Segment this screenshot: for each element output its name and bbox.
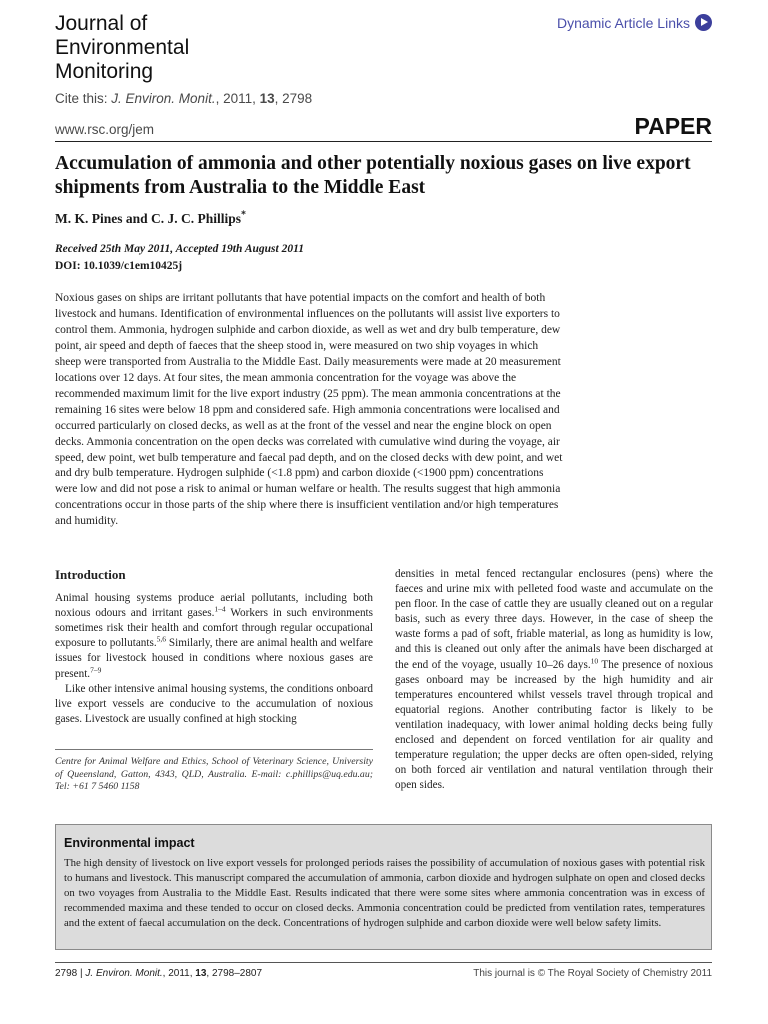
intro-paragraph-2-continued	[395, 567, 713, 793]
header-divider	[55, 141, 712, 142]
cite-prefix: Cite this:	[55, 91, 112, 106]
journal-title-line-2: Environmental	[55, 36, 190, 59]
journal-title	[55, 12, 189, 84]
cite-journal: J. Environ. Monit.	[111, 91, 216, 106]
journal-title-line-1: Journal of	[55, 12, 148, 35]
journal-title-line-3: Monitoring	[55, 60, 154, 83]
reference-link[interactable]: 10	[590, 655, 599, 665]
article-title: Accumulation of ammonia and other potentially noxious gases on live export shipments from Australia to the Middle East	[55, 153, 691, 198]
doi-link[interactable]: DOI: 10.1039/c1em10425j	[55, 260, 183, 272]
footer-page-number: 2798	[55, 968, 78, 979]
footer-copyright: This journal is © The Royal Society of Chemistry 2011	[473, 968, 712, 979]
environmental-impact-text: The high density of livestock on live export vessels for prolonged periods raises the possibility of accumulation of noxious gases with potential risk to humans and livestock. This manuscript compared the accumulation of ammonia, carbon dioxide and hydrogen sulphate on open and closed decks on two voyages from Australia to the Middle East. Results indicated that there were some sites where ammonia concentration was in excess of recommended maxima and these tended to occur on closed decks. Ammonia concentration could be predicted from ventilation rates, temperatures and the extent of faecal accumulation on the deck. Concentrations of hydrogen sulphide and carbon dioxide were well below safety limits.	[64, 857, 705, 930]
intro-p1-part-a: Animal housing systems produce aerial pollutants, including both noxious odours and irritant gases.	[55, 592, 373, 620]
footer-separator: |	[77, 968, 86, 979]
intro-right-part-b: The presence of noxious gases onboard may be increased by the high humidity and air temperatures encountered whilst vessels travel through tropical and equatorial regions. Another contributing factor is likely to be ventilation inadequacy, with lower animal holding decks being fully enclosed and dependent on forced ventilation for air quality and temperature regulation; the upper decks are often open-sided, relying on both forced air ventilation and natural ventilation through their open sides.	[395, 658, 714, 792]
abstract	[55, 291, 565, 530]
affiliation-footnote: Centre for Animal Welfare and Ethics, School of Veterinary Science, University of Queensland, Gatton, 4343, QLD, Australia. E-mail: c.phillips@uq.edu.au; Tel: +61 7 5460 1158	[55, 749, 373, 794]
reference-link[interactable]: 7–9	[90, 664, 102, 674]
authors-text: M. K. Pines and C. J. C. Phillips	[55, 211, 242, 226]
environmental-impact-box	[55, 824, 712, 950]
column-left	[55, 567, 373, 727]
cite-page: , 2798	[274, 91, 313, 106]
intro-paragraph-1	[55, 591, 373, 682]
footer-citation	[55, 968, 262, 979]
corresponding-author-mark[interactable]: *	[241, 209, 247, 221]
dynamic-article-links-link[interactable]	[557, 14, 712, 31]
journal-url-link[interactable]: www.rsc.org/jem	[55, 122, 155, 137]
abstract-text: Noxious gases on ships are irritant pollutants that have potential impacts on the comfort and health of both livestock and humans. Identification of environmental influences on the pollutants will assist live exporters to control them. Ammonia, hydrogen sulphide and carbon dioxide, as well as wet and dry bulb temperature, dew point, air speed and depth of faeces that the sheep stood in, were measured on two ship voyages in which sheep were transported from Australia to the Middle East. Daily measurements were made at 20 measurement locations over 12 days. At four sites, the mean ammonia concentration for the voyage was above the recommended maximum limit for the live export industry (25 ppm). The mean ammonia concentrations at the remaining 16 sites were below 18 ppm and considered safe. High ammonia concentrations were localised and occurred particularly on closed decks, as well as at the front of the vessel and near the engine block on open decks. Ammonia concentration on the open decks was correlated with cumulative wind during the voyage, air speed, dew point, wet bulb temperature and faecal pad depth, and on the closed decks with dew point, and wet and dry bulb temperature. Hydrogen sulphide (<1.8 ppm) and carbon dioxide (<1900 ppm) concentrations were low and did not pose a risk to animal or human welfare or health. The results suggest that high ammonia concentrations occur in those parts of the ship where there is insufficient ventilation and/or high temperatures and humidity.	[55, 292, 563, 528]
footer-volume: 13	[195, 968, 207, 979]
reference-link[interactable]: 5,6	[156, 634, 167, 644]
footer-year: , 2011,	[162, 968, 196, 979]
section-heading-introduction: Introduction	[55, 567, 126, 582]
paper-type-label: PAPER	[634, 113, 712, 139]
intro-paragraph-2: Like other intensive animal housing systems, the conditions onboard live export vessels are conducive to the accumulation of noxious gases. Livestock are usually confined at high stocking	[55, 682, 373, 725]
footer-journal: J. Environ. Monit.	[85, 968, 163, 979]
dynamic-article-links-label[interactable]: Dynamic Article Links	[556, 14, 690, 31]
intro-right-part-a: densities in metal fenced rectangular enclosures (pens) where the faeces and urine mix with pelleted food waste and accumulate on the pen floor. In the case of cattle they are usually cleaned out on a regular basis, such as every three days. However, in the case of sheep the waste forms a pad of soft, friable material, as long as humidity is low, and this is cleaned out only after the animals have been discharged at the end of the voyage, usually 10–26 days.	[395, 568, 713, 671]
footer-divider	[55, 962, 712, 963]
citation-line	[55, 91, 312, 106]
cite-year: , 2011,	[215, 91, 260, 106]
column-right	[395, 567, 713, 793]
intro-p1-part-b: Workers in such environments sometimes risk their health and comfort through regular occupational exposure to pollutants.	[55, 607, 374, 650]
play-arrow-icon[interactable]	[695, 14, 712, 31]
cite-volume: 13	[259, 91, 275, 106]
reference-link[interactable]: 1–4	[214, 604, 226, 614]
intro-p1-part-c: Similarly, there are animal health and welfare issues for livestock housed in conditions where noxious gases are present.	[55, 637, 374, 680]
author-list	[55, 211, 246, 227]
received-dates: Received 25th May 2011, Accepted 19th August 2011	[55, 243, 304, 255]
footer-pages: , 2798–2807	[206, 968, 263, 979]
environmental-impact-title: Environmental impact	[64, 836, 195, 850]
